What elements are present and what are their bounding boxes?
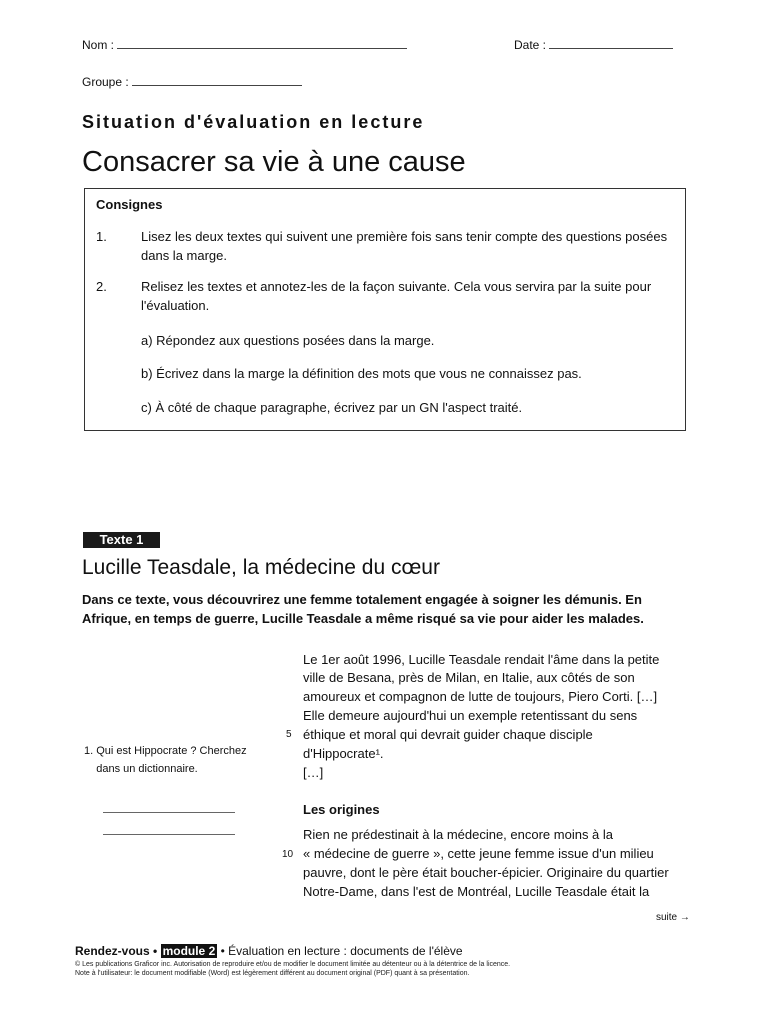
margin-answer-line-2 xyxy=(103,834,235,835)
footer-legal-1: © Les publications Graficor inc. Autorisation de reproduire et/ou de modifier le document limitée au détenteur ou à la détentrice de la licence. xyxy=(75,961,511,968)
section-heading: Les origines xyxy=(303,802,380,817)
footer-rdv: Rendez-vous • xyxy=(75,944,158,958)
nom-line xyxy=(117,36,407,49)
groupe-line xyxy=(132,73,302,86)
consigne-2-num: 2. xyxy=(96,279,107,294)
texte-intro: Dans ce texte, vous découvrirez une femme totalement engagée à soigner les démunis. En Afrique, en temps de guerre, Lucille Teasdale a même risqué sa vie pour aider les malades. xyxy=(82,592,644,626)
footer-legal-2: Note à l'utilisateur: le document modifiable (Word) est légèrement différent au document original (PDF) quant à sa présentation. xyxy=(75,970,470,977)
consigne-1-num: 1. xyxy=(96,229,107,244)
footer xyxy=(75,944,463,958)
date-line xyxy=(549,36,673,49)
margin-note: 1. Qui est Hippocrate ? Cherchez dans un dictionnaire. xyxy=(84,745,247,775)
consigne-1-text: Lisez les deux textes qui suivent une première fois sans tenir compte des questions posées dans la marge. xyxy=(141,229,668,263)
page-subtitle: Situation d'évaluation en lecture xyxy=(82,112,425,132)
body-line-4: Elle demeure aujourd'hui un exemple retentissant du sens xyxy=(303,708,638,723)
date-label: Date : xyxy=(514,38,547,52)
nom-field xyxy=(82,36,407,52)
body-line-11: Notre-Dame, dans l'est de Montréal, Lucille Teasdale était la xyxy=(303,884,650,899)
body-line-9: « médecine de guerre », cette jeune femme issue d'un milieu xyxy=(303,846,654,861)
groupe-field xyxy=(82,73,302,89)
nom-label: Nom : xyxy=(82,38,115,52)
footer-rest: • Évaluation en lecture : documents de l'élève xyxy=(220,944,463,958)
consigne-sub-c: c) À côté de chaque paragraphe, écrivez par un GN l'aspect traité. xyxy=(141,400,523,415)
suite-marker: suite → xyxy=(656,912,690,923)
body-line-10: pauvre, dont le père était boucher-épicier. Originaire du quartier xyxy=(303,865,669,880)
texte-badge: Texte 1 xyxy=(83,532,160,548)
body-line-3: amoureux et compagnon de lutte de toujours, Piero Corti. […] xyxy=(303,689,658,704)
body-line-7: […] xyxy=(303,765,324,780)
date-field xyxy=(514,36,673,52)
page-title: Consacrer sa vie à une cause xyxy=(82,146,466,178)
line-number-10: 10 xyxy=(282,849,294,860)
body-line-5: éthique et moral qui devrait guider chaque disciple xyxy=(303,727,593,742)
consigne-sub-a: a) Répondez aux questions posées dans la marge. xyxy=(141,333,435,348)
body-line-1: Le 1er août 1996, Lucille Teasdale rendait l'âme dans la petite xyxy=(303,652,660,667)
consignes-heading: Consignes xyxy=(96,197,163,212)
consigne-2-text: Relisez les textes et annotez-les de la façon suivante. Cela vous servira par la suite pour l'évaluation. xyxy=(141,279,652,313)
texte-title: Lucille Teasdale, la médecine du cœur xyxy=(82,556,440,579)
margin-answer-line-1 xyxy=(103,812,235,813)
body-line-2: ville de Besana, près de Milan, en Italie, aux côtés de son xyxy=(303,670,635,685)
consigne-sub-b: b) Écrivez dans la marge la définition des mots que vous ne connaissez pas. xyxy=(141,366,582,381)
groupe-label: Groupe : xyxy=(82,75,129,89)
consignes-box xyxy=(84,188,686,431)
line-number-5: 5 xyxy=(286,729,292,740)
footer-module: module 2 xyxy=(162,944,216,958)
body-line-8: Rien ne prédestinait à la médecine, encore moins à la xyxy=(303,827,614,842)
body-line-6: d'Hippocrate¹. xyxy=(303,746,384,761)
